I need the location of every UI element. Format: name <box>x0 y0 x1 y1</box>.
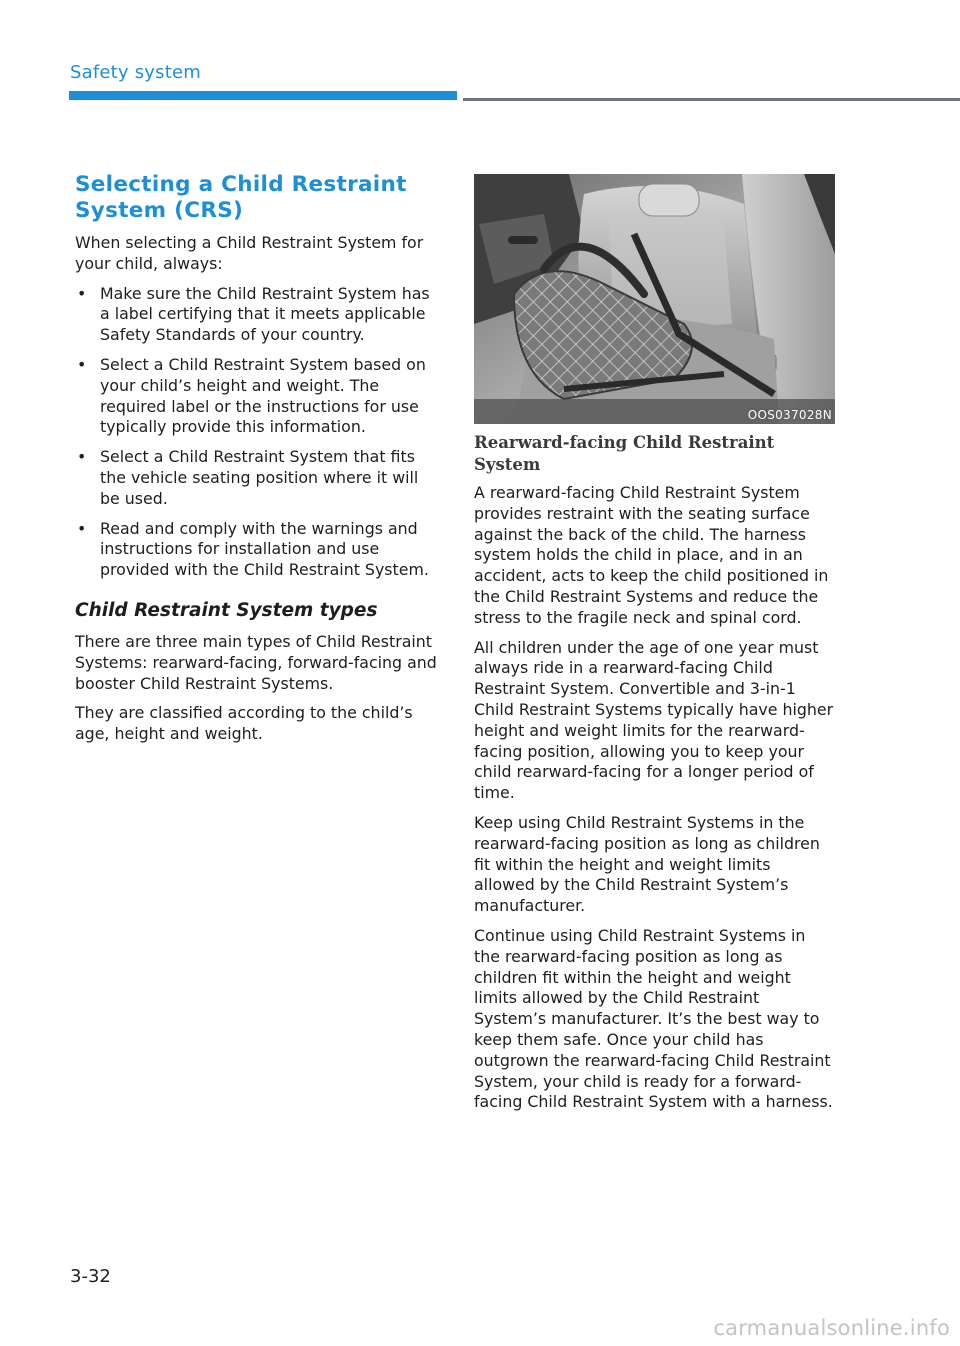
left-column <box>75 172 440 754</box>
body-paragraph: They are classified according to the child’s age, height and weight. <box>75 703 413 744</box>
bullet-icon: • <box>77 354 87 374</box>
body-paragraph: Continue using Child Restraint Systems in the rearward-facing position as long as children fit within the height and weight limits allowed by the Child Restraint System’s manufacturer. It’s the best way to keep them safe. Once your child has outgrown the rearward-facing Child Restraint System, your child is ready for a forward-facing Child Restraint System with a harness. <box>474 925 833 1112</box>
header-divider-line <box>463 98 960 101</box>
list-item <box>75 447 440 509</box>
watermark: carmanualsonline.info <box>713 1316 950 1340</box>
page-number: 3-32 <box>70 1266 111 1287</box>
figure-caption: Rearward-facing Child Restraint System <box>474 433 775 474</box>
intro-paragraph: When selecting a Child Restraint System for your child, always: <box>75 233 424 273</box>
body-paragraph: Keep using Child Restraint Systems in the rearward-facing position as long as children fit within the height and weight limits allowed by the Child Restraint System’s manufacturer. <box>474 812 820 916</box>
body-paragraph: All children under the age of one year must always ride in a rearward-facing Child Restraint System. Convertible and 3-in-1 Child Restraint Systems typically have higher height and weight limits for the rearward-facing position, allowing you to keep your child rearward-facing for a longer period of time. <box>474 637 834 803</box>
requirements-list <box>75 284 440 581</box>
list-item-text: Select a Child Restraint System that fits the vehicle seating position where it will be used. <box>100 447 419 508</box>
bullet-icon: • <box>77 447 87 467</box>
body-paragraph: A rearward-facing Child Restraint System provides restraint with the seating surface against the back of the child. The harness system holds the child in place, and in an accident, acts to keep the child positioned in the Child Restraint Systems and reduce the stress to the fragile neck and spinal cord. <box>474 483 829 627</box>
list-item <box>75 284 440 346</box>
rearward-facing-crs-illustration <box>474 174 835 424</box>
right-column <box>474 174 836 1122</box>
section-heading: Selecting a Child Restraint System (CRS) <box>75 172 407 223</box>
list-item <box>75 355 440 438</box>
list-item-text: Make sure the Child Restraint System has a label certifying that it meets applicable Safety Standards of your country. <box>100 283 430 345</box>
list-item-text: Select a Child Restraint System based on your child’s height and weight. The required label or the instructions for use typically provide this information. <box>100 354 426 437</box>
section-header-title: Safety system <box>70 62 201 83</box>
list-item-text: Read and comply with the warnings and instructions for installation and use provided with the Child Restraint System. <box>100 518 429 580</box>
body-paragraph: There are three main types of Child Restraint Systems: rearward-facing, forward-facing and booster Child Restraint Systems. <box>75 631 437 693</box>
list-item <box>75 519 440 581</box>
figure-code: OOS037028N <box>747 408 832 422</box>
car-seat-illustration-icon <box>474 174 835 424</box>
subsection-heading: Child Restraint System types <box>75 599 378 621</box>
bullet-icon: • <box>77 518 87 538</box>
header-accent-bar <box>69 91 457 100</box>
bullet-icon: • <box>77 283 87 303</box>
